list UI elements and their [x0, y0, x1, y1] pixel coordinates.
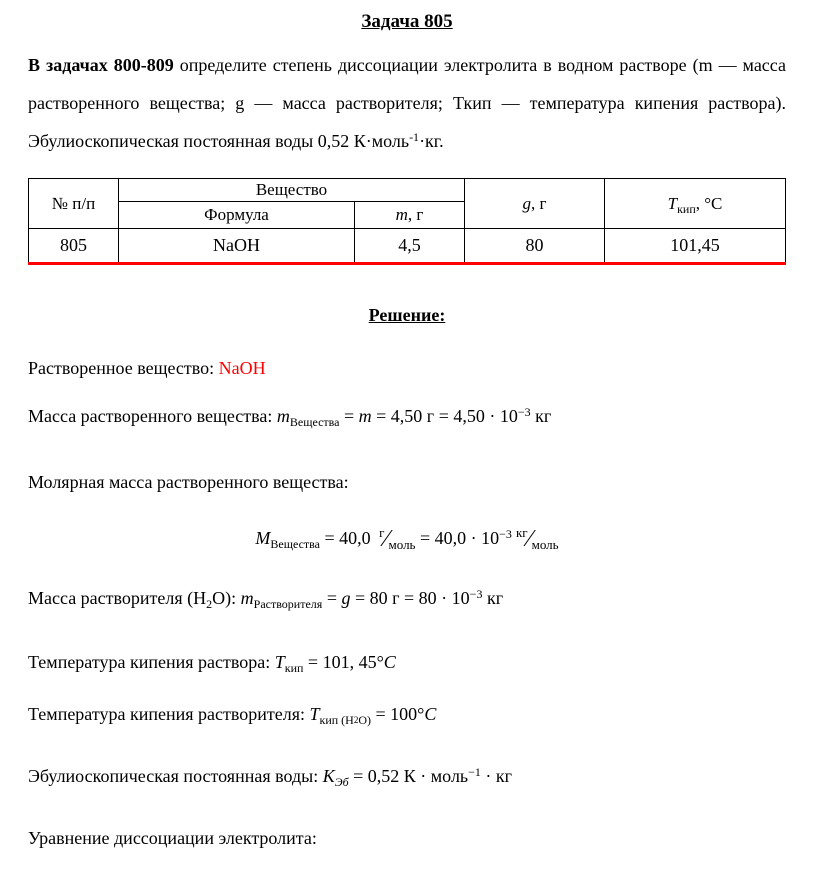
cell-problem-number: 805	[29, 229, 119, 264]
mass-eq-c: = 4,50 · 10	[438, 406, 518, 426]
molar-eq-a: = 40,0	[320, 528, 376, 548]
header-num: № п/п	[29, 179, 119, 229]
header-formula: Формула	[119, 202, 355, 229]
m-substance-subscript: Вещества	[289, 415, 340, 429]
ebullio-exponent: −1	[468, 765, 481, 779]
header-m	[355, 202, 465, 229]
line-boiling-solution	[28, 649, 786, 675]
solvent-exponent: −3	[469, 587, 483, 601]
intro-lead: В задачах 800-809	[28, 55, 174, 75]
boil-solution-label: Температура кипения раствора:	[28, 652, 275, 672]
molar-mass-formula	[28, 525, 786, 551]
boil-solvent-label: Температура кипения растворителя:	[28, 704, 310, 724]
line-boiling-solvent	[28, 701, 786, 727]
boil-solution-eq: = 101, 45°	[303, 652, 384, 672]
cell-mass: 4,5	[355, 229, 465, 264]
var-C: C	[424, 704, 437, 724]
K-subscript: Эб	[334, 775, 349, 789]
solvent-label-b: O):	[212, 588, 241, 608]
line-dissociation-equation-label: Уравнение диссоциации электролита:	[28, 828, 317, 848]
line-substance-mass	[28, 403, 786, 429]
dissolved-value: NaOH	[218, 358, 266, 378]
cell-solvent-mass: 80	[465, 229, 605, 264]
solution-heading: Решение:	[368, 305, 446, 325]
mass-eq-b: = 4,50 г	[371, 406, 439, 426]
mass-label: Масса растворенного вещества:	[28, 406, 277, 426]
mass-unit: кг	[530, 406, 552, 426]
fraction-kg-per-mol	[515, 525, 559, 552]
line-solvent-mass	[28, 585, 786, 611]
fraction-g-per-mol	[379, 525, 416, 552]
solvent-unit: кг	[482, 588, 504, 608]
h2o-digit-subscript: 2	[353, 715, 359, 725]
t-unit: , °C	[695, 193, 723, 213]
var-M: M	[255, 528, 271, 548]
mass-exponent: −3	[517, 405, 531, 419]
var-T: T	[309, 704, 320, 724]
header-substance: Вещество	[119, 179, 465, 202]
table-header-row-1	[29, 179, 786, 202]
molar-exponent: −3	[499, 527, 512, 541]
var-C: C	[383, 652, 396, 672]
m-unit: , г	[407, 205, 424, 224]
m-symbol: m	[395, 205, 408, 224]
header-g	[465, 179, 605, 229]
boil-solvent-eq: = 100°	[371, 704, 425, 724]
var-m-solvent: m	[240, 588, 254, 608]
line-ebullioscopic-constant	[28, 763, 786, 789]
var-K: K	[322, 766, 335, 786]
cell-formula: NaOH	[119, 229, 355, 264]
problems-table	[28, 178, 786, 265]
intro-tail: ·кг.	[419, 131, 444, 151]
M-subscript: Вещества	[270, 537, 320, 551]
molar-eq-b: = 40,0 · 10	[415, 528, 500, 548]
g-unit: , г	[531, 193, 547, 213]
fraction-numerator: кг	[515, 525, 528, 540]
var-T: T	[274, 652, 285, 672]
ebullio-label: Эбулиоскопическая постоянная воды:	[28, 766, 323, 786]
h2o-subscript: 2	[206, 597, 213, 611]
fraction-numerator: г	[379, 525, 385, 540]
page-title: Задача 805	[361, 11, 453, 32]
m-solvent-subscript: Растворителя	[253, 597, 323, 611]
t-subscript: кип	[677, 201, 696, 216]
line-dissolved-substance	[28, 355, 786, 381]
solvent-eq-c: = 80 · 10	[404, 588, 470, 608]
t-symbol: T	[667, 193, 678, 213]
var-g: g	[341, 588, 351, 608]
table-data-row	[29, 229, 786, 264]
T-subscript: кип	[284, 661, 304, 675]
fraction-slash: ⁄	[384, 526, 389, 552]
ebullio-tail: · кг	[480, 766, 513, 786]
intro-exponent: -1	[409, 130, 420, 144]
var-m: m	[358, 406, 372, 426]
cell-boiling-temp: 101,45	[605, 229, 786, 264]
var-m-substance: m	[276, 406, 290, 426]
fraction-slash: ⁄	[527, 526, 532, 552]
intro-paragraph	[28, 46, 786, 160]
intro-body: определите степень диссоциации электролита в водном растворе (m — масса растворенного вещества; g — масса растворителя; Ткип — температура кипения раствора). Эбулиоскопическая постоянная воды 0,52 К·моль	[28, 55, 786, 151]
mass-eq-a: =	[339, 406, 359, 426]
dissolved-label: Растворенное вещество:	[28, 358, 219, 378]
T-subscript-b: O)	[358, 713, 372, 727]
fraction-denominator: моль	[388, 537, 416, 552]
solvent-eq-a: =	[322, 588, 342, 608]
T-subscript-a: кип (H	[319, 713, 354, 727]
fraction-denominator: моль	[531, 537, 559, 552]
solvent-eq-b: = 80 г	[350, 588, 405, 608]
g-symbol: g	[522, 193, 531, 213]
header-tboil	[605, 179, 786, 229]
line-molar-mass-label: Молярная масса растворенного вещества:	[28, 472, 349, 492]
ebullio-eq: = 0,52 К · моль	[348, 766, 469, 786]
solvent-label-a: Масса растворителя (H	[28, 588, 207, 608]
